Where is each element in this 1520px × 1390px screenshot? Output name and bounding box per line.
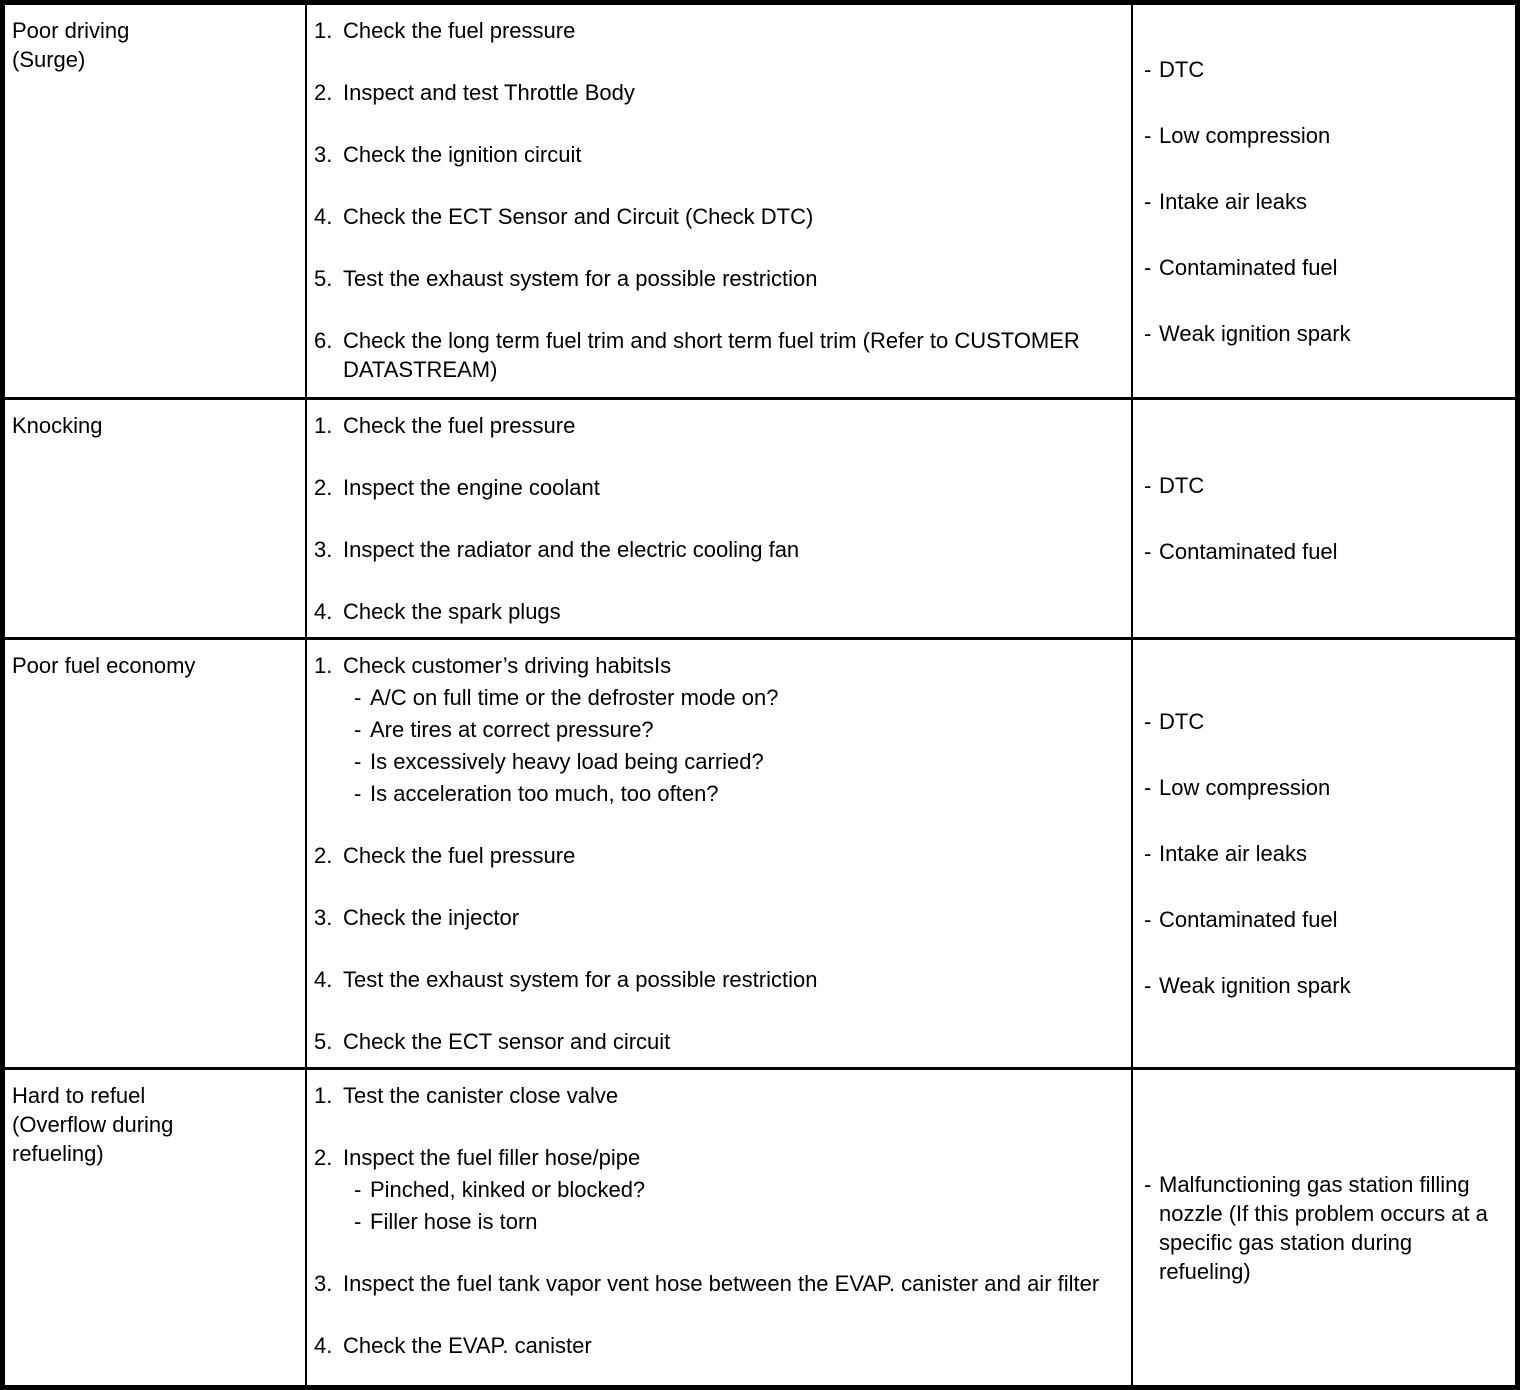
dash-marker: - [1144, 709, 1152, 734]
step-number: 4. [314, 204, 333, 229]
symptom-cell [5, 400, 305, 637]
step-sub-text: Filler hose is torn [370, 1209, 538, 1234]
causes-cell [1131, 400, 1515, 637]
cause-item [1144, 839, 1507, 868]
step-text: Test the exhaust system for a possible restriction [343, 967, 818, 992]
step-number: 1. [314, 413, 333, 438]
cause-text: Weak ignition spark [1159, 973, 1351, 998]
causes-cell [1131, 5, 1515, 397]
step-text: Check the ignition circuit [343, 142, 582, 167]
step-sub-text: Is excessively heavy load being carried? [370, 749, 764, 774]
cause-text: Low compression [1159, 775, 1331, 800]
dash-marker: - [354, 1177, 362, 1202]
step-number: 1. [314, 18, 333, 43]
step-number: 2. [314, 475, 333, 500]
dash-marker: - [1144, 56, 1152, 82]
cause-text: Weak ignition spark [1159, 320, 1351, 346]
step-text: Check the fuel pressure [343, 843, 576, 868]
step-text: Test the exhaust system for a possible restriction [343, 266, 818, 291]
cause-text: DTC [1159, 709, 1205, 734]
step-item [314, 1143, 1109, 1172]
step-sub-item [354, 1207, 1109, 1236]
step-item [314, 16, 1109, 45]
dash-marker: - [1144, 122, 1152, 148]
dash-marker: - [1144, 1171, 1152, 1197]
step-sub-item [354, 1175, 1109, 1204]
cause-text: Low compression [1159, 122, 1331, 148]
steps-cell [305, 400, 1131, 637]
step-number: 4. [314, 599, 333, 624]
dash-marker: - [1144, 254, 1152, 280]
step-text: Check the spark plugs [343, 599, 561, 624]
dash-marker: - [1144, 775, 1152, 800]
step-item [314, 597, 1109, 626]
step-item [314, 411, 1109, 440]
step-number: 3. [314, 905, 333, 930]
symptom-text: Hard to refuel [12, 1083, 146, 1108]
cause-item [1144, 319, 1507, 348]
cause-text: Intake air leaks [1159, 841, 1307, 866]
dash-marker: - [1144, 907, 1152, 932]
symptom-text: (Overflow during [12, 1112, 174, 1137]
symptom-cell [5, 5, 305, 397]
table-row [5, 1067, 1515, 1385]
step-sub-item [354, 747, 1109, 776]
cause-text: Contaminated fuel [1159, 539, 1338, 564]
step-number: 3. [314, 142, 333, 167]
step-text: Check the ECT sensor and circuit [343, 1029, 671, 1054]
cause-item [1144, 1170, 1507, 1286]
step-text: Check customer’s driving habitsIs [343, 653, 672, 678]
symptom-text: Poor fuel economy [12, 653, 196, 678]
step-sub-item [354, 715, 1109, 744]
causes-cell [1131, 1070, 1515, 1385]
step-item [314, 1027, 1109, 1056]
step-item [314, 903, 1109, 932]
step-number: 4. [314, 1333, 333, 1358]
step-item [314, 1331, 1109, 1360]
cause-item [1144, 707, 1507, 736]
dash-marker: - [354, 685, 362, 710]
step-number: 1. [314, 1083, 333, 1108]
step-number: 5. [314, 266, 333, 291]
step-text: Check the fuel pressure [343, 18, 576, 43]
step-text: Check the EVAP. canister [343, 1333, 592, 1358]
cause-item [1144, 905, 1507, 934]
dash-marker: - [354, 781, 362, 806]
step-number: 2. [314, 1145, 333, 1170]
step-sub-item [354, 779, 1109, 808]
step-item [314, 1269, 1109, 1298]
dash-marker: - [1144, 539, 1152, 564]
step-text: Check the injector [343, 905, 520, 930]
step-text: Inspect the engine coolant [343, 475, 600, 500]
cause-item [1144, 121, 1507, 150]
cause-item [1144, 55, 1507, 84]
step-item [314, 651, 1109, 680]
cause-item [1144, 253, 1507, 282]
symptom-text: refueling) [12, 1141, 104, 1166]
dash-marker: - [1144, 473, 1152, 498]
step-item [314, 535, 1109, 564]
steps-cell [305, 640, 1131, 1067]
step-item [314, 202, 1109, 231]
step-item [314, 140, 1109, 169]
step-number: 1. [314, 653, 333, 678]
symptom-text: Knocking [12, 413, 103, 438]
step-number: 3. [314, 1271, 333, 1296]
cause-item [1144, 471, 1507, 500]
step-item [314, 326, 1109, 384]
step-text: Check the fuel pressure [343, 413, 576, 438]
step-item [314, 1081, 1109, 1110]
cause-text: Contaminated fuel [1159, 907, 1338, 932]
step-number: 6. [314, 328, 333, 353]
step-item [314, 264, 1109, 293]
dash-marker: - [1144, 320, 1152, 346]
cause-text: Contaminated fuel [1159, 254, 1338, 280]
cause-text: DTC [1159, 473, 1205, 498]
step-sub-text: Are tires at correct pressure? [370, 717, 654, 742]
step-text: Inspect the fuel filler hose/pipe [343, 1145, 641, 1170]
step-item [314, 965, 1109, 994]
step-item [314, 78, 1109, 107]
steps-cell [305, 1070, 1131, 1385]
step-sub-text: Is acceleration too much, too often? [370, 781, 719, 806]
dash-marker: - [354, 749, 362, 774]
step-sub-item [354, 683, 1109, 712]
cause-item [1144, 971, 1507, 1000]
step-text: Check the long term fuel trim and short term fuel trim (Refer to CUSTOMER DATASTREAM) [343, 328, 1080, 382]
dash-marker: - [1144, 841, 1152, 866]
dash-marker: - [1144, 188, 1152, 214]
symptom-text: Poor driving [12, 18, 130, 43]
symptom-text: (Surge) [12, 47, 86, 72]
step-sub-text: Pinched, kinked or blocked? [370, 1177, 646, 1202]
step-item [314, 841, 1109, 870]
cause-text: DTC [1159, 56, 1205, 82]
step-number: 3. [314, 537, 333, 562]
steps-cell [305, 5, 1131, 397]
step-text: Test the canister close valve [343, 1083, 619, 1108]
causes-cell [1131, 640, 1515, 1067]
step-number: 2. [314, 843, 333, 868]
step-number: 2. [314, 80, 333, 105]
dash-marker: - [354, 717, 362, 742]
step-number: 5. [314, 1029, 333, 1054]
table-row [5, 5, 1515, 397]
dash-marker: - [1144, 973, 1152, 998]
step-number: 4. [314, 967, 333, 992]
step-text: Check the ECT Sensor and Circuit (Check DTC) [343, 204, 814, 229]
step-text: Inspect the radiator and the electric cooling fan [343, 537, 800, 562]
table-row [5, 397, 1515, 637]
step-text: Inspect the fuel tank vapor vent hose between the EVAP. canister and air filter [343, 1271, 1100, 1296]
symptom-cell [5, 640, 305, 1067]
cause-text: Malfunctioning gas station filling nozzle (If this problem occurs at a specific gas station during refueling) [1159, 1171, 1488, 1284]
symptom-cell [5, 1070, 305, 1385]
cause-text: Intake air leaks [1159, 188, 1307, 214]
step-sub-text: A/C on full time or the defroster mode on? [370, 685, 779, 710]
dash-marker: - [354, 1209, 362, 1234]
step-item [314, 473, 1109, 502]
step-text: Inspect and test Throttle Body [343, 80, 635, 105]
table-row [5, 637, 1515, 1067]
cause-item [1144, 773, 1507, 802]
cause-item [1144, 187, 1507, 216]
cause-item [1144, 537, 1507, 566]
